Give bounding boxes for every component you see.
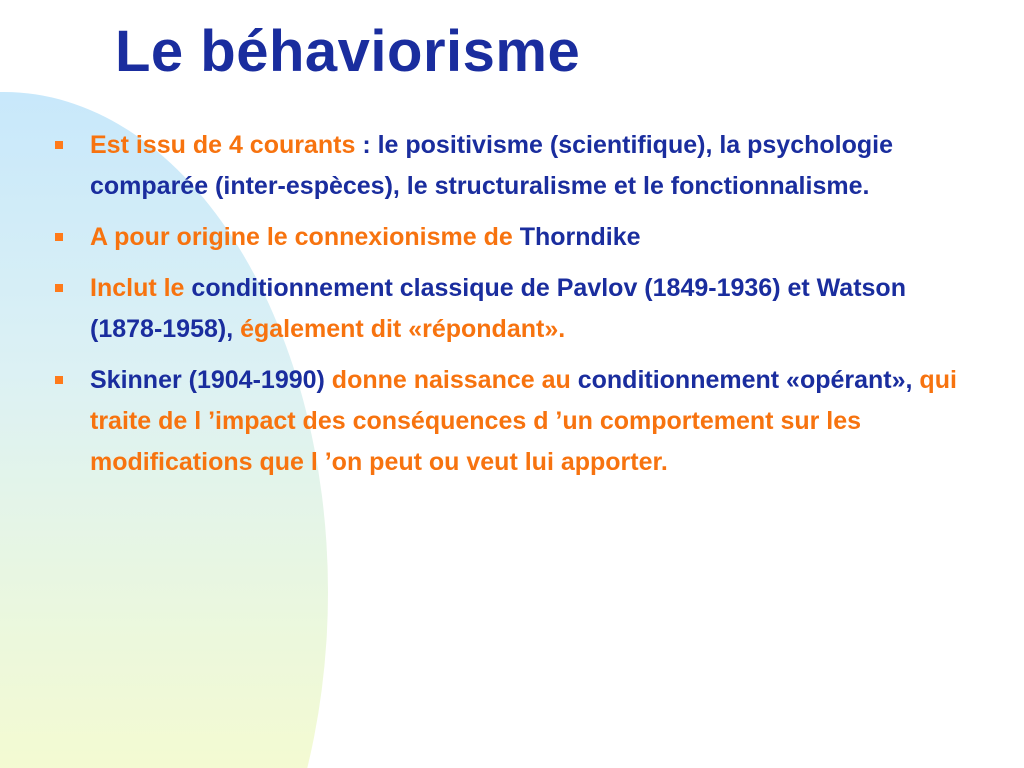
bullet-item-2 [50, 217, 980, 258]
square-bullet-icon [55, 284, 63, 292]
bullet-text-segment: qui traite de l ’impact des conséquences d ’un comportement sur les modifications que l ’on peut ou veut lui apporter. [90, 366, 957, 476]
square-bullet-icon [55, 233, 63, 241]
bullet-item-1 [50, 125, 980, 207]
bullet-text-segment: Est issu de 4 courants [90, 131, 356, 159]
bullet-text-segment: Skinner (1904-1990) [90, 366, 325, 394]
bullet-text-segment: également dit «répondant». [233, 315, 566, 343]
square-bullet-icon [55, 141, 63, 149]
bullet-text-segment: conditionnement classique de Pavlov (1849-1936) et Watson (1878-1958), [90, 274, 906, 343]
bullet-text-segment: conditionnement «opérant», [570, 366, 913, 394]
bullet-text-segment: Thorndike [512, 223, 641, 251]
bullet-item-3 [50, 268, 980, 350]
slide-title: Le béhaviorisme [115, 19, 581, 84]
bullet-text-segment: donne naissance au [324, 366, 571, 394]
square-bullet-icon [55, 376, 63, 384]
bullet-item-4 [50, 360, 980, 483]
bullet-text-segment: Inclut le [90, 274, 185, 302]
bullet-list [50, 125, 980, 493]
bullet-text-segment: A pour origine le connexionisme de [90, 223, 513, 251]
bullet-text-segment: : le positivisme (scientifique), la psychologie comparée (inter-espèces), le structuralisme et le fonctionnalisme. [90, 131, 893, 200]
